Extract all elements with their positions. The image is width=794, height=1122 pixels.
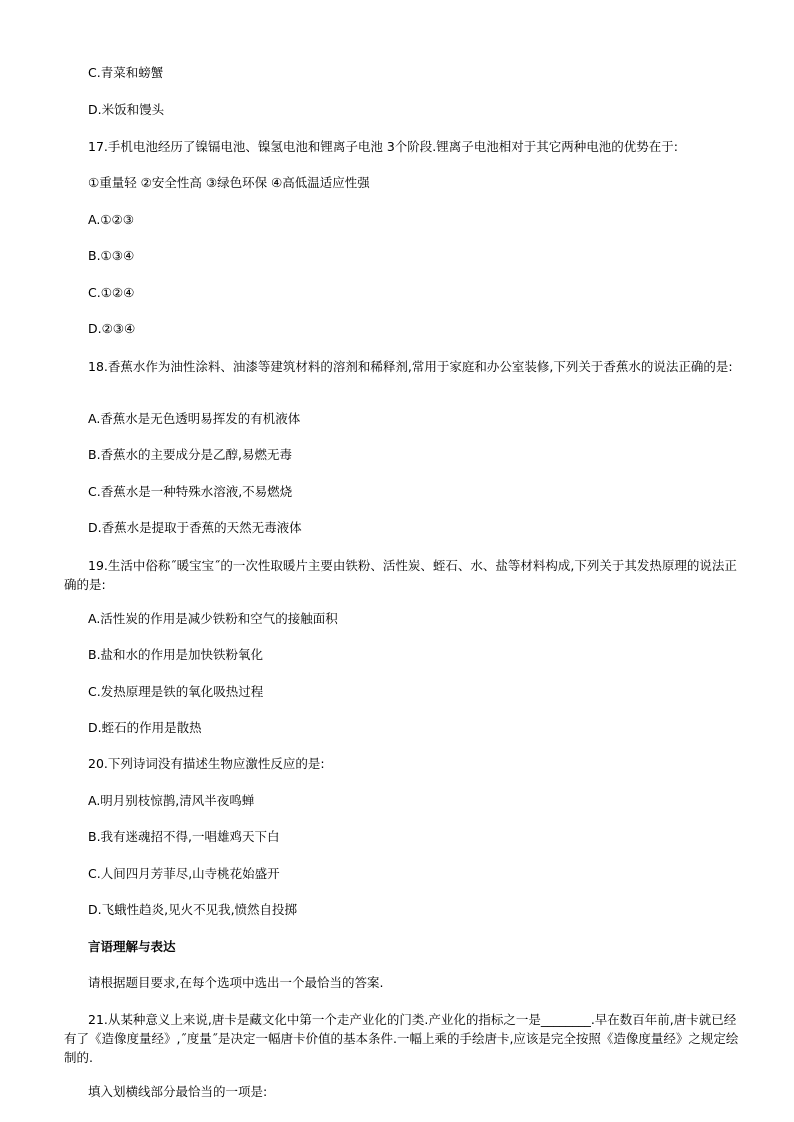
q18-option-a: A.香蕉水是无色透明易挥发的有机液体 <box>88 411 301 426</box>
q18-option-c: C.香蕉水是一种特殊水溶液,不易燃烧 <box>88 484 293 499</box>
q17-option-b: B.①③④ <box>88 248 135 263</box>
q19-stem-text: 19.生活中俗称˝暖宝宝˝的一次性取暖片主要由铁粉、活性炭、蛭石、水、盐等材料构成,下列关于其发热原理的说法正确的是: <box>64 558 737 592</box>
q18-option-d: D.香蕉水是提取于香蕉的天然无毒液体 <box>88 520 302 535</box>
q19-stem <box>64 556 744 594</box>
q21-stem-text: 21.从某种意义上来说,唐卡是藏文化中第一个走产业化的门类.产业化的指标之一是________.早在数百年前,唐卡就已经有了《造像度量经》,˝度量˝是决定一幅唐卡价值的基本条件.一幅上乘的手绘唐卡,应该是完全按照《造像度量经》之规定绘制的. <box>64 1012 739 1065</box>
q17-stem: 17.手机电池经历了镍镉电池、镍氢电池和锂离子电池 3个阶段.锂离子电池相对于其它两种电池的优势在于: <box>88 139 678 154</box>
q19-option-d: D.蛭石的作用是散热 <box>88 720 202 735</box>
q20-stem: 20.下列诗词没有描述生物应激性反应的是: <box>88 756 325 771</box>
q20-option-d: D.飞蛾性趋炎,见火不见我,愤然自投掷 <box>88 902 298 917</box>
section-title: 言语理解与表达 <box>88 939 176 954</box>
q21-stem <box>64 1010 744 1067</box>
q16-option-c: C.青菜和螃蟹 <box>88 65 164 80</box>
q20-option-c: C.人间四月芳菲尽,山寺桃花始盛开 <box>88 866 280 881</box>
q18-option-b: B.香蕉水的主要成分是乙醇,易燃无毒 <box>88 447 293 462</box>
q20-option-b: B.我有迷魂招不得,一唱雄鸡天下白 <box>88 829 280 844</box>
q19-option-b: B.盐和水的作用是加快铁粉氧化 <box>88 647 264 662</box>
q17-items: ①重量轻 ②安全性高 ③绿色环保 ④高低温适应性强 <box>88 175 370 190</box>
q16-option-d: D.米饭和馒头 <box>88 102 165 117</box>
q19-option-a: A.活性炭的作用是减少铁粉和空气的接触面积 <box>88 611 338 626</box>
q19-option-c: C.发热原理是铁的氧化吸热过程 <box>88 684 264 699</box>
q18-stem <box>64 357 744 376</box>
q21-prompt: 填入划横线部分最恰当的一项是: <box>88 1084 268 1099</box>
section-instruction: 请根据题目要求,在每个选项中选出一个最恰当的答案. <box>88 975 384 990</box>
q17-option-c: C.①②④ <box>88 285 135 300</box>
q18-stem-text: 18.香蕉水作为油性涂料、油漆等建筑材料的溶剂和稀释剂,常用于家庭和办公室装修,下列关于香蕉水的说法正确的是: <box>88 359 733 374</box>
q20-option-a: A.明月别枝惊鹊,清风半夜鸣蝉 <box>88 793 255 808</box>
q17-option-a: A.①②③ <box>88 212 134 227</box>
q17-option-d: D.②③④ <box>88 321 136 336</box>
